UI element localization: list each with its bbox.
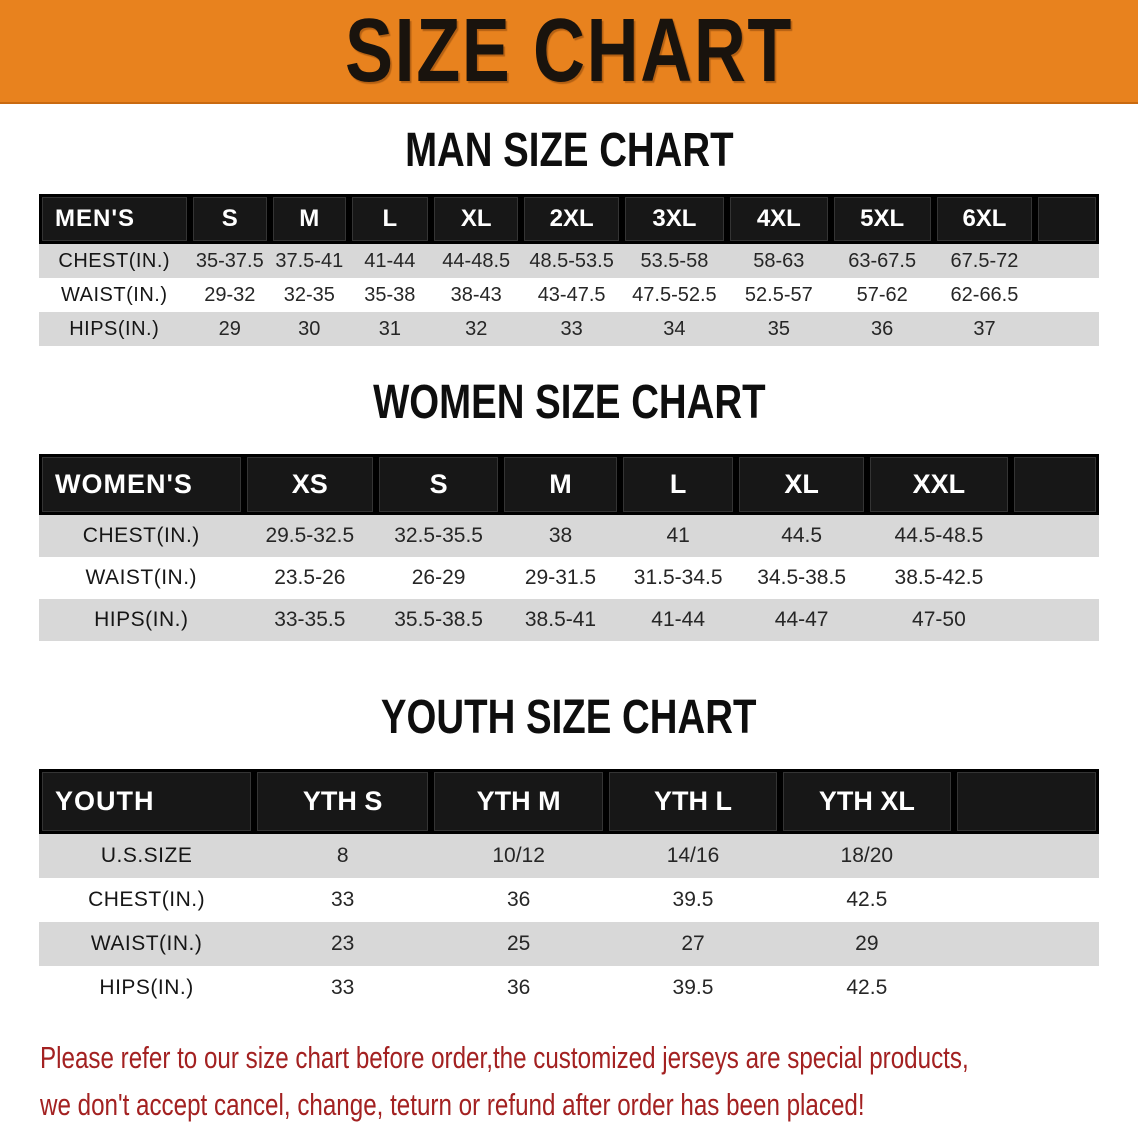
spacer-cell: [1035, 244, 1099, 278]
women-heading-text: WOMEN SIZE CHART: [372, 376, 766, 429]
measure-cell: 48.5-53.5: [521, 244, 622, 278]
measure-cell: 10/12: [431, 834, 606, 878]
measure-cell: 44-48.5: [431, 244, 521, 278]
measure-cell: 33: [521, 312, 622, 346]
men-heading-text: MAN SIZE CHART: [404, 124, 734, 177]
measure-cell: 31.5-34.5: [633, 566, 723, 589]
youth-header-row: [39, 769, 1099, 834]
measure-cell: 38.5-41: [501, 599, 620, 641]
spacer-cell: [1011, 454, 1099, 515]
note-line-1-text: Please refer to our size chart before order,the customized jerseys are special products,: [40, 1040, 969, 1075]
youth-col-header: YTH L: [606, 769, 780, 834]
measure-cell: 63-67.5: [831, 244, 934, 278]
measure-cell: 42.5: [846, 888, 888, 911]
men-size-table: [39, 194, 1099, 346]
measure-cell: 14/16: [606, 834, 780, 878]
youth-hips-row: [39, 966, 1099, 1010]
women-chest-row: [39, 515, 1099, 557]
women-col-header: XXL: [867, 454, 1011, 515]
measure-cell: 52.5-57: [744, 283, 813, 306]
spacer-cell: [954, 769, 1099, 834]
spacer-cell: [954, 834, 1099, 878]
men-col-header: L: [349, 194, 432, 244]
measure-cell: 62-66.5: [950, 283, 1019, 306]
measure-cell: 23.5-26: [274, 566, 346, 589]
measure-cell: 67.5-72: [934, 244, 1036, 278]
measure-cell: 41: [620, 515, 737, 557]
measure-cell: 29.5-32.5: [244, 515, 376, 557]
measure-cell: 43-47.5: [537, 283, 606, 306]
measure-cell: 35-38: [364, 283, 416, 306]
spacer-cell: [954, 966, 1099, 1010]
spacer-cell: [1035, 312, 1099, 346]
row-label: HIPS(IN.): [39, 312, 190, 346]
measure-cell: 39.5: [672, 976, 714, 999]
row-label: CHEST(IN.): [88, 888, 206, 911]
measure-cell: 33-35.5: [244, 599, 376, 641]
note-line-2-text: we don't accept cancel, change, teturn or refund after order has been placed!: [40, 1087, 865, 1122]
spacer-cell: [1035, 194, 1099, 244]
measure-cell: 18/20: [780, 834, 954, 878]
measure-cell: 32: [431, 312, 521, 346]
women-section-heading: [0, 378, 1138, 428]
measure-cell: 35.5-38.5: [376, 599, 501, 641]
measure-cell: 47.5-52.5: [632, 283, 717, 306]
measure-cell: 41-44: [620, 599, 737, 641]
row-label: CHEST(IN.): [39, 244, 190, 278]
youth-section-heading: [0, 693, 1138, 743]
measure-cell: 35: [727, 312, 831, 346]
row-label: WAIST(IN.): [61, 283, 168, 306]
measure-cell: 38.5-42.5: [894, 566, 984, 589]
measure-cell: 36: [506, 888, 531, 911]
measure-cell: 29: [190, 312, 271, 346]
row-label: WAIST(IN.): [39, 922, 254, 966]
men-col-header: S: [190, 194, 271, 244]
youth-size-table: [39, 769, 1099, 1010]
measure-cell: 31: [349, 312, 432, 346]
measure-cell: 35-37.5: [190, 244, 271, 278]
measure-cell: 29-32: [204, 283, 256, 306]
youth-col-header: YTH S: [254, 769, 431, 834]
measure-cell: 33: [331, 976, 355, 999]
women-col-header: M: [501, 454, 620, 515]
measure-cell: 37: [934, 312, 1036, 346]
measure-cell: 25: [431, 922, 606, 966]
youth-heading-text: YOUTH SIZE CHART: [381, 691, 757, 744]
measure-cell: 29: [780, 922, 954, 966]
row-label: U.S.SIZE: [39, 834, 254, 878]
youth-col-header: YTH M: [431, 769, 606, 834]
women-col-header: S: [376, 454, 501, 515]
spacer-cell: [1035, 278, 1099, 312]
measure-cell: 37.5-41: [270, 244, 348, 278]
men-hips-row: [39, 312, 1099, 346]
measure-cell: 26-29: [411, 566, 466, 589]
women-size-table: [39, 454, 1099, 641]
row-label: HIPS(IN.): [39, 599, 244, 641]
measure-cell: 27: [606, 922, 780, 966]
women-hips-row: [39, 599, 1099, 641]
measure-cell: 32-35: [283, 283, 335, 306]
measure-cell: 47-50: [867, 599, 1011, 641]
measure-cell: 32.5-35.5: [376, 515, 501, 557]
row-label: CHEST(IN.): [39, 515, 244, 557]
women-header-row: [39, 454, 1099, 515]
women-col-header: XS: [244, 454, 376, 515]
men-col-header: 6XL: [934, 194, 1036, 244]
men-waist-row: [39, 278, 1099, 312]
measure-cell: 38: [501, 515, 620, 557]
measure-cell: 34.5-38.5: [757, 566, 847, 589]
youth-waist-row: [39, 922, 1099, 966]
measure-cell: 36: [506, 976, 531, 999]
measure-cell: 44-47: [736, 599, 866, 641]
banner: [0, 0, 1138, 104]
measure-cell: 53.5-58: [622, 244, 727, 278]
note-line-2: [40, 1081, 1108, 1128]
spacer-cell: [1011, 599, 1099, 641]
measure-cell: 33: [331, 888, 355, 911]
measure-cell: 34: [622, 312, 727, 346]
spacer-cell: [954, 922, 1099, 966]
youth-col-header: YTH XL: [780, 769, 954, 834]
men-section-heading: [0, 126, 1138, 176]
men-header-row: [39, 194, 1099, 244]
women-col-header: XL: [736, 454, 866, 515]
measure-cell: 44.5: [736, 515, 866, 557]
men-col-header: M: [270, 194, 348, 244]
row-label: WAIST(IN.): [85, 566, 198, 589]
men-col-header: 5XL: [831, 194, 934, 244]
measure-cell: 58-63: [727, 244, 831, 278]
men-chest-row: [39, 244, 1099, 278]
measure-cell: 44.5-48.5: [867, 515, 1011, 557]
measure-cell: 23: [254, 922, 431, 966]
women-waist-row: [39, 557, 1099, 599]
women-col-header: L: [620, 454, 737, 515]
men-col-header: 3XL: [622, 194, 727, 244]
spacer-cell: [1011, 515, 1099, 557]
row-label: HIPS(IN.): [99, 976, 194, 999]
measure-cell: 36: [831, 312, 934, 346]
measure-cell: 30: [270, 312, 348, 346]
note-line-1: [40, 1034, 1108, 1081]
measure-cell: 41-44: [349, 244, 432, 278]
men-col-header: 4XL: [727, 194, 831, 244]
youth-ussize-row: [39, 834, 1099, 878]
footer-note: [0, 1010, 1138, 1128]
measure-cell: 38-43: [450, 283, 502, 306]
measure-cell: 8: [254, 834, 431, 878]
spacer-cell: [1011, 557, 1099, 599]
measure-cell: 42.5: [846, 976, 888, 999]
youth-chest-row: [39, 878, 1099, 922]
men-col-header: 2XL: [521, 194, 622, 244]
youth-corner-label: YOUTH: [39, 769, 254, 834]
measure-cell: 29-31.5: [524, 566, 597, 589]
men-col-header: XL: [431, 194, 521, 244]
spacer-cell: [954, 878, 1099, 922]
measure-cell: 57-62: [856, 283, 908, 306]
banner-title: SIZE CHART: [345, 1, 793, 101]
men-corner-label: MEN'S: [39, 194, 190, 244]
women-corner-label: WOMEN'S: [39, 454, 244, 515]
measure-cell: 39.5: [672, 888, 714, 911]
